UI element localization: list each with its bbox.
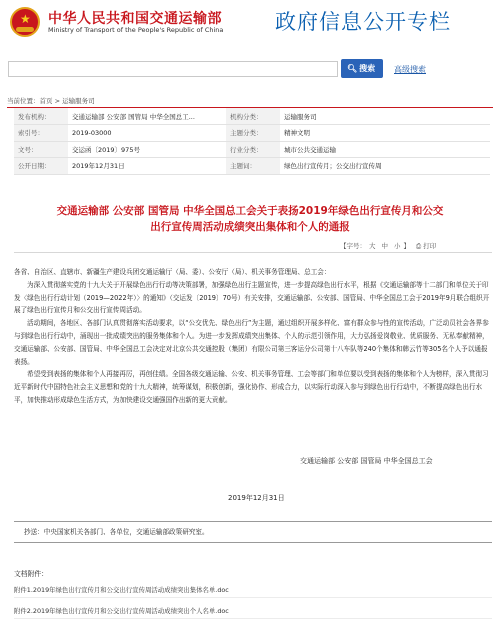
meta-value: 2019年12月31日 <box>68 158 226 175</box>
portal-title: 政府信息公开专栏 <box>275 10 451 34</box>
meta-label: 索引号： <box>14 125 68 142</box>
table-row <box>14 125 490 142</box>
print-button[interactable]: 打印 <box>423 242 437 250</box>
cc-divider-bottom <box>14 542 492 543</box>
ministry-name-cn: 中华人民共和国交通运输部 <box>48 11 222 27</box>
national-emblem-icon: ★ <box>10 7 40 37</box>
font-size-large-button[interactable]: 大 <box>369 242 376 250</box>
attachment-link-1[interactable]: 附件1.2019年绿色出行宣传月和公交出行宣传周活动成绩突出集体名单.doc <box>14 586 229 594</box>
search-input[interactable] <box>8 61 338 77</box>
cc-divider-top <box>14 521 492 522</box>
meta-label: 主题分类： <box>226 125 280 142</box>
meta-value: 交通运输部 公安部 国管局 中华全国总工... <box>68 108 226 125</box>
meta-value: 精神文明 <box>280 125 490 142</box>
meta-value: 绿色出行宣传月；公交出行宣传周 <box>280 158 490 175</box>
metadata-table <box>14 108 490 175</box>
site-header <box>0 0 500 50</box>
search-button-label: 搜索 <box>359 64 376 73</box>
meta-label: 文号： <box>14 141 68 158</box>
meta-label: 主题词： <box>226 158 280 175</box>
cc-text: 抄送：中央国家机关各部门、各单位，交通运输部政策研究室。 <box>24 528 209 536</box>
body-paragraph: 为深入贯彻落实党的十九大关于开展绿色出行行动等决策部署，加强绿色出行主题宣传，进一步提高绿色出行水平，根据《交通运输部等十二部门和单位关于印发〈绿色出行行动计划（2019—2022年）〉的通知》（交运发〔2019〕70号）有关安排，交通运输部、公安部、国管局、中华全国总工会于2019年9月联合组织开展了绿色出行宣传月和公交出行宣传周活动。 <box>14 280 490 315</box>
meta-value: 运输服务司 <box>280 108 490 125</box>
attachment-link-2[interactable]: 附件2.2019年绿色出行宣传月和公交出行宣传周活动成绩突出个人名单.doc <box>14 607 229 615</box>
ministry-name-en: Ministry of Transport of the People's Republic of China <box>48 26 224 34</box>
meta-label: 机构分类： <box>226 108 280 125</box>
toolbar-divider <box>14 252 492 253</box>
breadcrumb-home[interactable]: 首页 <box>39 97 53 105</box>
font-size-small-button[interactable]: 小 <box>394 242 401 250</box>
print-icon[interactable]: ⎙ <box>416 242 422 250</box>
font-size-medium-button[interactable]: 中 <box>381 242 388 250</box>
search-bar <box>0 54 500 84</box>
font-size-label: 【字号： <box>340 242 366 250</box>
attachment-divider <box>14 597 492 598</box>
document-body <box>14 266 492 407</box>
table-row <box>14 108 490 125</box>
font-size-toolbar <box>340 241 436 251</box>
issuer-signature: 交通运输部 公安部 国管局 中华全国总工会 <box>300 457 433 465</box>
meta-value: 交运函〔2019〕975号 <box>68 141 226 158</box>
font-size-end: 】 <box>403 242 410 250</box>
breadcrumb <box>7 96 95 105</box>
document-title-line: 交通运输部 公安部 国管局 中华全国总工会关于表扬2019年绿色出行宣传月和公交 <box>56 205 444 217</box>
document-title-line: 出行宣传周活动成绩突出集体和个人的通报 <box>150 221 350 233</box>
salutation-paragraph: 各省、自治区、直辖市、新疆生产建设兵团交通运输厅（局、委）、公安厅（局）、机关事务管理局、总工会： <box>14 268 331 276</box>
breadcrumb-section[interactable]: 运输服务司 <box>62 97 95 105</box>
breadcrumb-prefix: 当前位置： <box>7 97 40 105</box>
meta-label: 公开日期： <box>14 158 68 175</box>
breadcrumb-separator: > <box>52 97 63 105</box>
body-paragraph: 活动期间，各地区、各部门认真贯彻落实活动要求，以“公交优先、绿色出行”为主题，通过组织开展多样化、富有群众参与性的宣传活动，广泛动员社会各界参与到绿色出行行动中，涌现出一批成绩突出的服务集体和个人。为进一步发挥成绩突出集体、个人的示范引领作用，大力弘扬爱岗敬业、优质服务、无私奉献精神，交通运输部、公安部、国管局、中华全国总工会决定对北京公共交通控股（集团）有限公司第三客运分公司第十八车队等240个集体和韩云竹等305名个人予以通报表扬。 <box>14 319 489 366</box>
document-title <box>20 203 480 235</box>
document-date: 2019年12月31日 <box>228 494 285 502</box>
search-icon: 🔍︎ <box>347 64 358 73</box>
attachment-divider <box>14 618 492 619</box>
meta-label: 行业分类： <box>226 141 280 158</box>
advanced-search-link[interactable]: 高级搜索 <box>394 65 426 74</box>
body-paragraph: 希望受到表扬的集体和个人再接再厉，再创佳绩。全国各级交通运输、公安、机关事务管理、工会等部门和单位要以受到表扬的集体和个人为榜样，深入贯彻习近平新时代中国特色社会主义思想和党的十九大精神，统筹谋划，积极创新，强化协作、形成合力，以实际行动深入参与到绿色出行行动中，不断提高绿色出行水平，加快推动形成绿色生活方式，为加快建设交通强国作出新的更大贡献。 <box>14 370 489 404</box>
meta-label: 发布机构： <box>14 108 68 125</box>
meta-value: 2019-03000 <box>68 125 226 142</box>
table-row <box>14 158 490 175</box>
search-button[interactable] <box>341 59 383 78</box>
meta-value: 城市公共交通运输 <box>280 141 490 158</box>
table-row <box>14 141 490 158</box>
attachments-label: 文档附件： <box>14 570 48 578</box>
